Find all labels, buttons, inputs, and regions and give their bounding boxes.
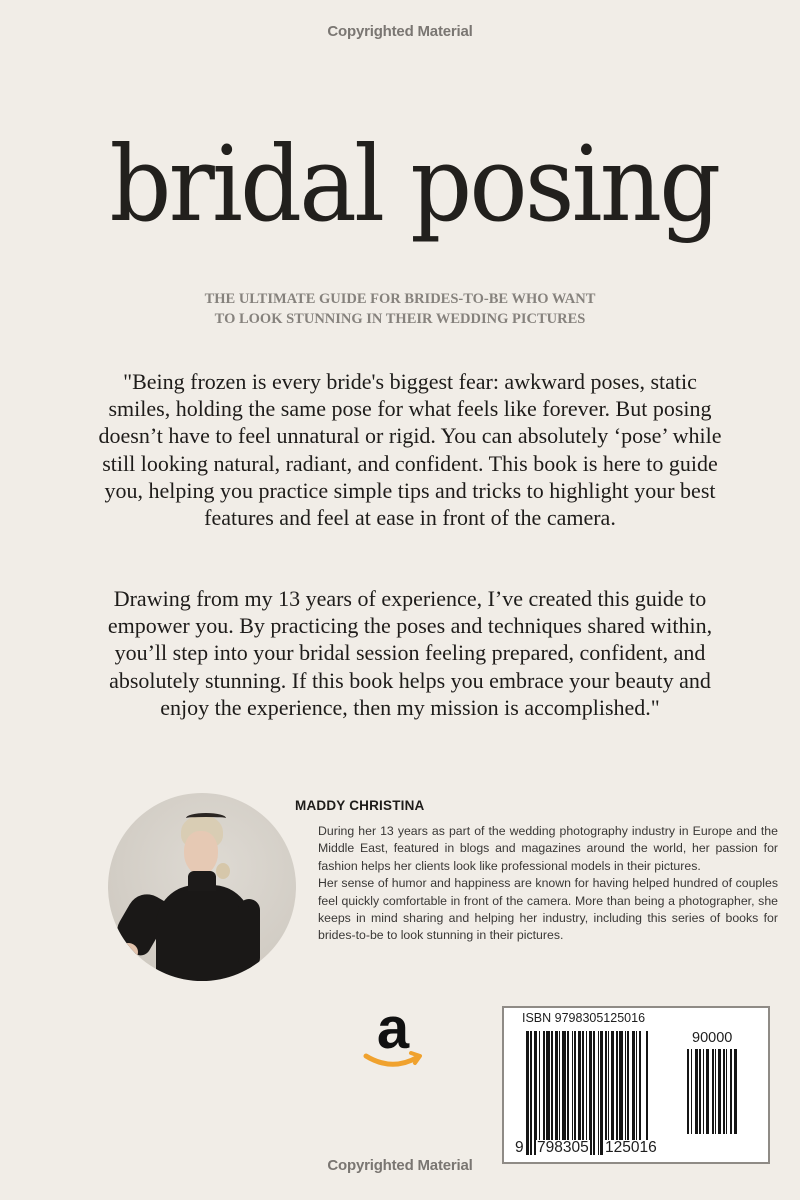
quote-paragraph-2: Drawing from my 13 years of experience, I’ve created this guide to empower you. By practicing the poses and techniques shared within, you’ll step into your bridal session feeling prepared, confident, and absolutely stunning. If this book helps you embrace your beauty and enjoy the experience, then my mission is accomplished."	[107, 586, 713, 720]
isbn-label: ISBN 9798305125016	[522, 1011, 646, 1025]
amazon-logo-icon	[358, 1000, 428, 1075]
subtitle-line-1: THE ULTIMATE GUIDE FOR BRIDES-TO-BE WHO WANT	[204, 291, 596, 307]
svg-text:a: a	[376, 1000, 410, 1061]
author-photo	[108, 793, 296, 981]
author-name: MADDY CHRISTINA	[295, 798, 425, 813]
right-arm-shape	[238, 899, 260, 969]
book-subtitle	[0, 289, 800, 329]
isbn-barcode	[502, 1006, 770, 1164]
quote-paragraph-1: "Being frozen is every bride's biggest fear: awkward poses, static smiles, holding the same pose for what feels like forever. But posing doesn’t have to feel unnatural or rigid. You can absolutely ‘pose’ while still looking natural, radiant, and confident. This book is here to guide you, helping you practice simple tips and tricks to highlight your best features and feel at ease in front of the camera.	[98, 369, 722, 531]
collar-shape	[188, 871, 216, 891]
bio-paragraph-2: Her sense of humor and happiness are known for having helped hundred of couples feel quickly comfortable in front of the camera. More than being a photographer, she keeps in mind sharing and helping her industry, including this series of books for brides-to-be to look stunning in their pictures.	[318, 876, 778, 943]
author-bio	[318, 823, 778, 945]
barcode-digit-first: 9	[515, 1139, 524, 1156]
price-code: 90000	[692, 1030, 733, 1046]
barcode-bars-main	[526, 1031, 674, 1155]
barcode-digits-group-2: 125016	[605, 1139, 657, 1156]
headband-shape	[186, 813, 226, 823]
hair-bun-shape	[216, 863, 230, 879]
face-shape	[184, 831, 218, 875]
hand-shape	[118, 943, 138, 961]
bio-paragraph-1: During her 13 years as part of the wedding photography industry in Europe and the Middle East, featured in blogs and magazines around the world, her passion for fashion helps her clients look like professional models in their pictures.	[318, 824, 778, 873]
barcode-bars-addon	[687, 1049, 761, 1134]
copyright-watermark-top: Copyrighted Material	[327, 23, 473, 40]
book-title: bridal posing	[109, 123, 719, 245]
barcode-digits-group-1: 798305	[537, 1139, 589, 1156]
copyright-watermark-bottom: Copyrighted Material	[327, 1157, 473, 1174]
subtitle-line-2: TO LOOK STUNNING IN THEIR WEDDING PICTURES	[214, 311, 586, 327]
